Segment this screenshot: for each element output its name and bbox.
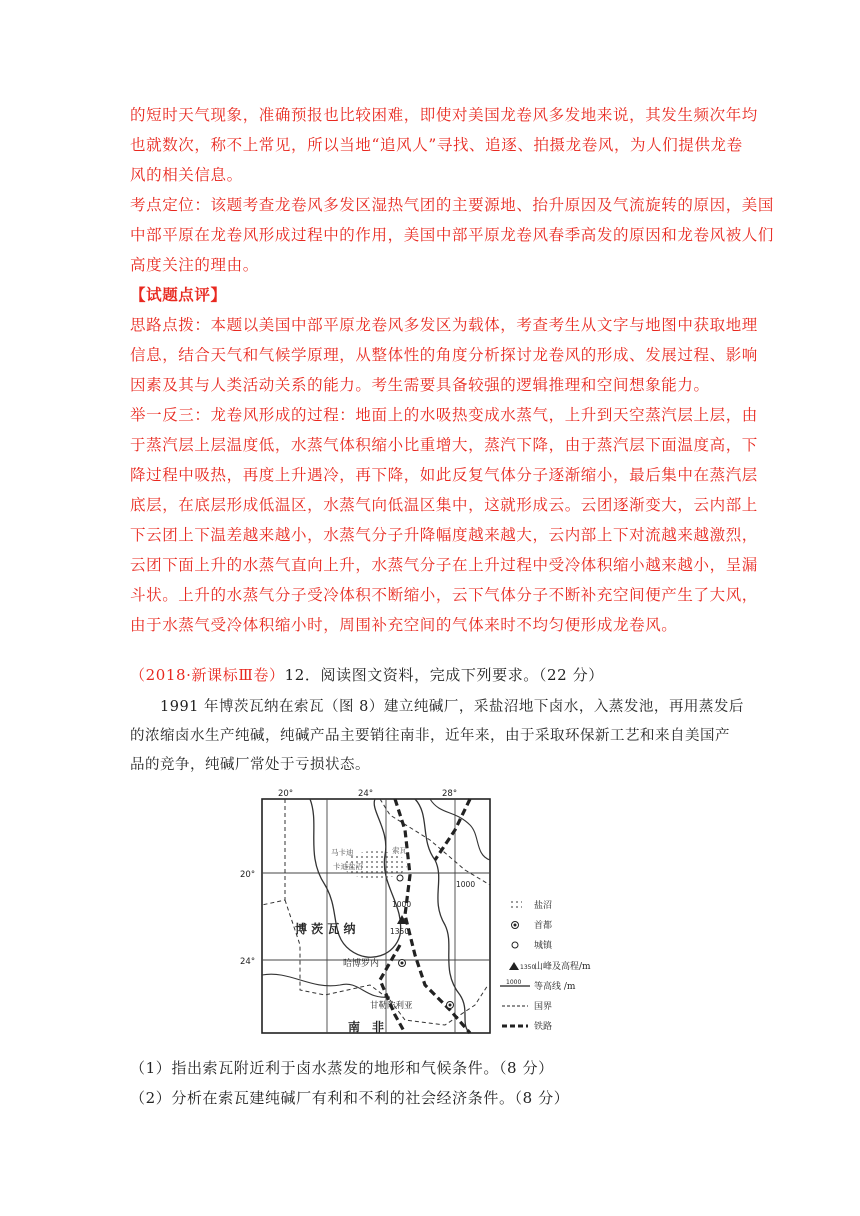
label-pretoria: 甘勒陀利亚 <box>370 1001 413 1011</box>
pretoria-capital-dot <box>449 1004 452 1007</box>
legend-peak-symbol <box>509 962 519 970</box>
legend-peak-prefix: 1350 <box>520 964 536 971</box>
legend-peak-label: 山峰及高程/m <box>534 962 591 972</box>
analysis-p2-line-2: 中部平原在龙卷风形成过程中的作用，美国中部平原龙卷风春季高发的原因和龙卷风被人们 <box>130 226 775 244</box>
legend-salt-marsh-symbol <box>508 900 522 908</box>
lat-label-24: 24° <box>240 957 256 967</box>
analysis-p2-line-3: 高度关注的理由。 <box>130 256 259 274</box>
lon-label-20: 20° <box>278 789 294 799</box>
label-makadi: 马卡迪 <box>331 848 354 857</box>
legend-town-label: 城镇 <box>534 941 553 951</box>
legend-capital-label: 首都 <box>534 921 553 931</box>
analysis-p1-line-1: 的短时天气现象，准确预报也比较困难，即使对美国龙卷风多发地来说，其发生频次年均 <box>130 106 758 124</box>
analysis-p4-line-6: 云团下面上升的水蒸气直向上升，水蒸气分子在上升过程中受冷体积缩小越来越小，呈漏 <box>130 556 758 574</box>
label-botswana: 博 茨 瓦 纳 <box>295 922 356 936</box>
contour-value-1: 1000 <box>392 900 412 909</box>
map-svg <box>230 785 591 1045</box>
map-frame <box>262 799 490 1033</box>
question-number-title: 12．阅读图文资料，完成下列要求。（22 分） <box>284 666 604 684</box>
contour-value-2: 1000 <box>456 880 476 889</box>
question-header <box>130 665 730 685</box>
label-sowa: 索瓦 <box>392 846 407 855</box>
analysis-p4-line-3: 降过程中吸热，再度上升遇冷，再下降，如此反复气体分子逐渐缩小，最后集中在蒸汽层 <box>130 466 758 484</box>
analysis-p3-line-3: 因素及其与人类活动关系的能力。考生需要具备较强的逻辑推理和空间想象能力。 <box>130 376 710 394</box>
sub-question-2: （2）分析在索瓦建纯碱厂有利和不利的社会经济条件。（8 分） <box>130 1089 570 1107</box>
sowa-town-marker <box>397 875 403 881</box>
analysis-p4-line-8: 由于水蒸气受冷体积缩小时，周围补充空间的气体来时不均匀便形成龙卷风。 <box>130 616 678 634</box>
lon-label-28: 28° <box>442 789 458 799</box>
analysis-p2-line-1: 考点定位：该题考查龙卷风多发区湿热气团的主要源地、抬升原因及气流旋转的原因，美国 <box>130 196 775 214</box>
material-line-3: 品的竞争，纯碱厂常处于亏损状态。 <box>130 757 370 773</box>
legend-capital-dot <box>514 924 517 927</box>
lat-label-20: 20° <box>240 870 256 880</box>
analysis-p4-line-7: 斗状。上升的水蒸气分子受冷体积不断缩小，云下气体分子不断补充空间便产生了大风， <box>130 586 758 604</box>
map-legend <box>500 899 591 1032</box>
analysis-p4-line-1: 举一反三：龙卷风形成的过程：地面上的水吸热变成水蒸气，上升到天空蒸汽层上层，由 <box>130 406 758 424</box>
analysis-p3-line-1: 思路点拨：本题以美国中部平原龙卷风多发区为载体，考查考生从文字与地图中获取地理 <box>130 316 758 334</box>
legend-town-symbol <box>512 942 518 948</box>
lon-label-24: 24° <box>358 789 374 799</box>
analysis-p4-line-5: 下云团上下温差越来越小，水蒸气分子升降幅度越来越大，云内部上下对流越来越激烈， <box>130 526 758 544</box>
analysis-p4-line-2: 于蒸汽层上层温度低，水蒸气体积缩小比重增大，蒸汽下降，由于蒸汽层下面温度高，下 <box>130 436 758 454</box>
review-heading: 【试题点评】 <box>130 285 227 304</box>
question-source: （2018·新课标Ⅲ卷） <box>130 666 285 684</box>
legend-contour-prefix: 1000 <box>506 979 522 986</box>
figure-8-map <box>230 785 591 1045</box>
label-kadi-pan: 卡迪盐沼 <box>333 862 363 871</box>
legend-railway-label: 铁路 <box>534 1022 553 1032</box>
legend-border-label: 国界 <box>534 1002 553 1012</box>
gaborone-capital-dot <box>401 962 404 965</box>
analysis-p1-line-2: 也就数次，称不上常见，所以当地“追风人”寻找、追逐、拍摄龙卷风，为人们提供龙卷 <box>130 136 743 154</box>
analysis-p1-line-3: 风的相关信息。 <box>130 166 243 184</box>
peak-value: 1350 <box>390 927 410 936</box>
analysis-p3-line-2: 信息，结合天气和气候学原理，从整体性的角度分析探讨龙卷风的形成、发展过程、影响 <box>130 346 758 364</box>
sub-question-1: （1）指出索瓦附近利于卤水蒸发的地形和气候条件。（8 分） <box>130 1059 554 1077</box>
analysis-p4-line-4: 底层，在底层形成低温区，水蒸气向低温区集中，这就形成云。云团逐渐变大，云内部上 <box>130 496 758 514</box>
label-south-africa: 南 非 <box>348 1020 385 1034</box>
material-line-1: 1991 年博茨瓦纳在索瓦（图 8）建立纯碱厂，采盐沼地下卤水，入蒸发池，再用蒸发后 <box>160 699 744 715</box>
legend-contour-label: 等高线 /m <box>534 982 576 992</box>
legend-salt-marsh-label: 盐沼 <box>534 901 553 911</box>
label-gaborone: 哈博罗内 <box>343 959 380 969</box>
material-line-2: 的浓缩卤水生产纯碱，纯碱产品主要销往南非，近年来，由于采取环保新工艺和来自美国产 <box>130 728 730 744</box>
